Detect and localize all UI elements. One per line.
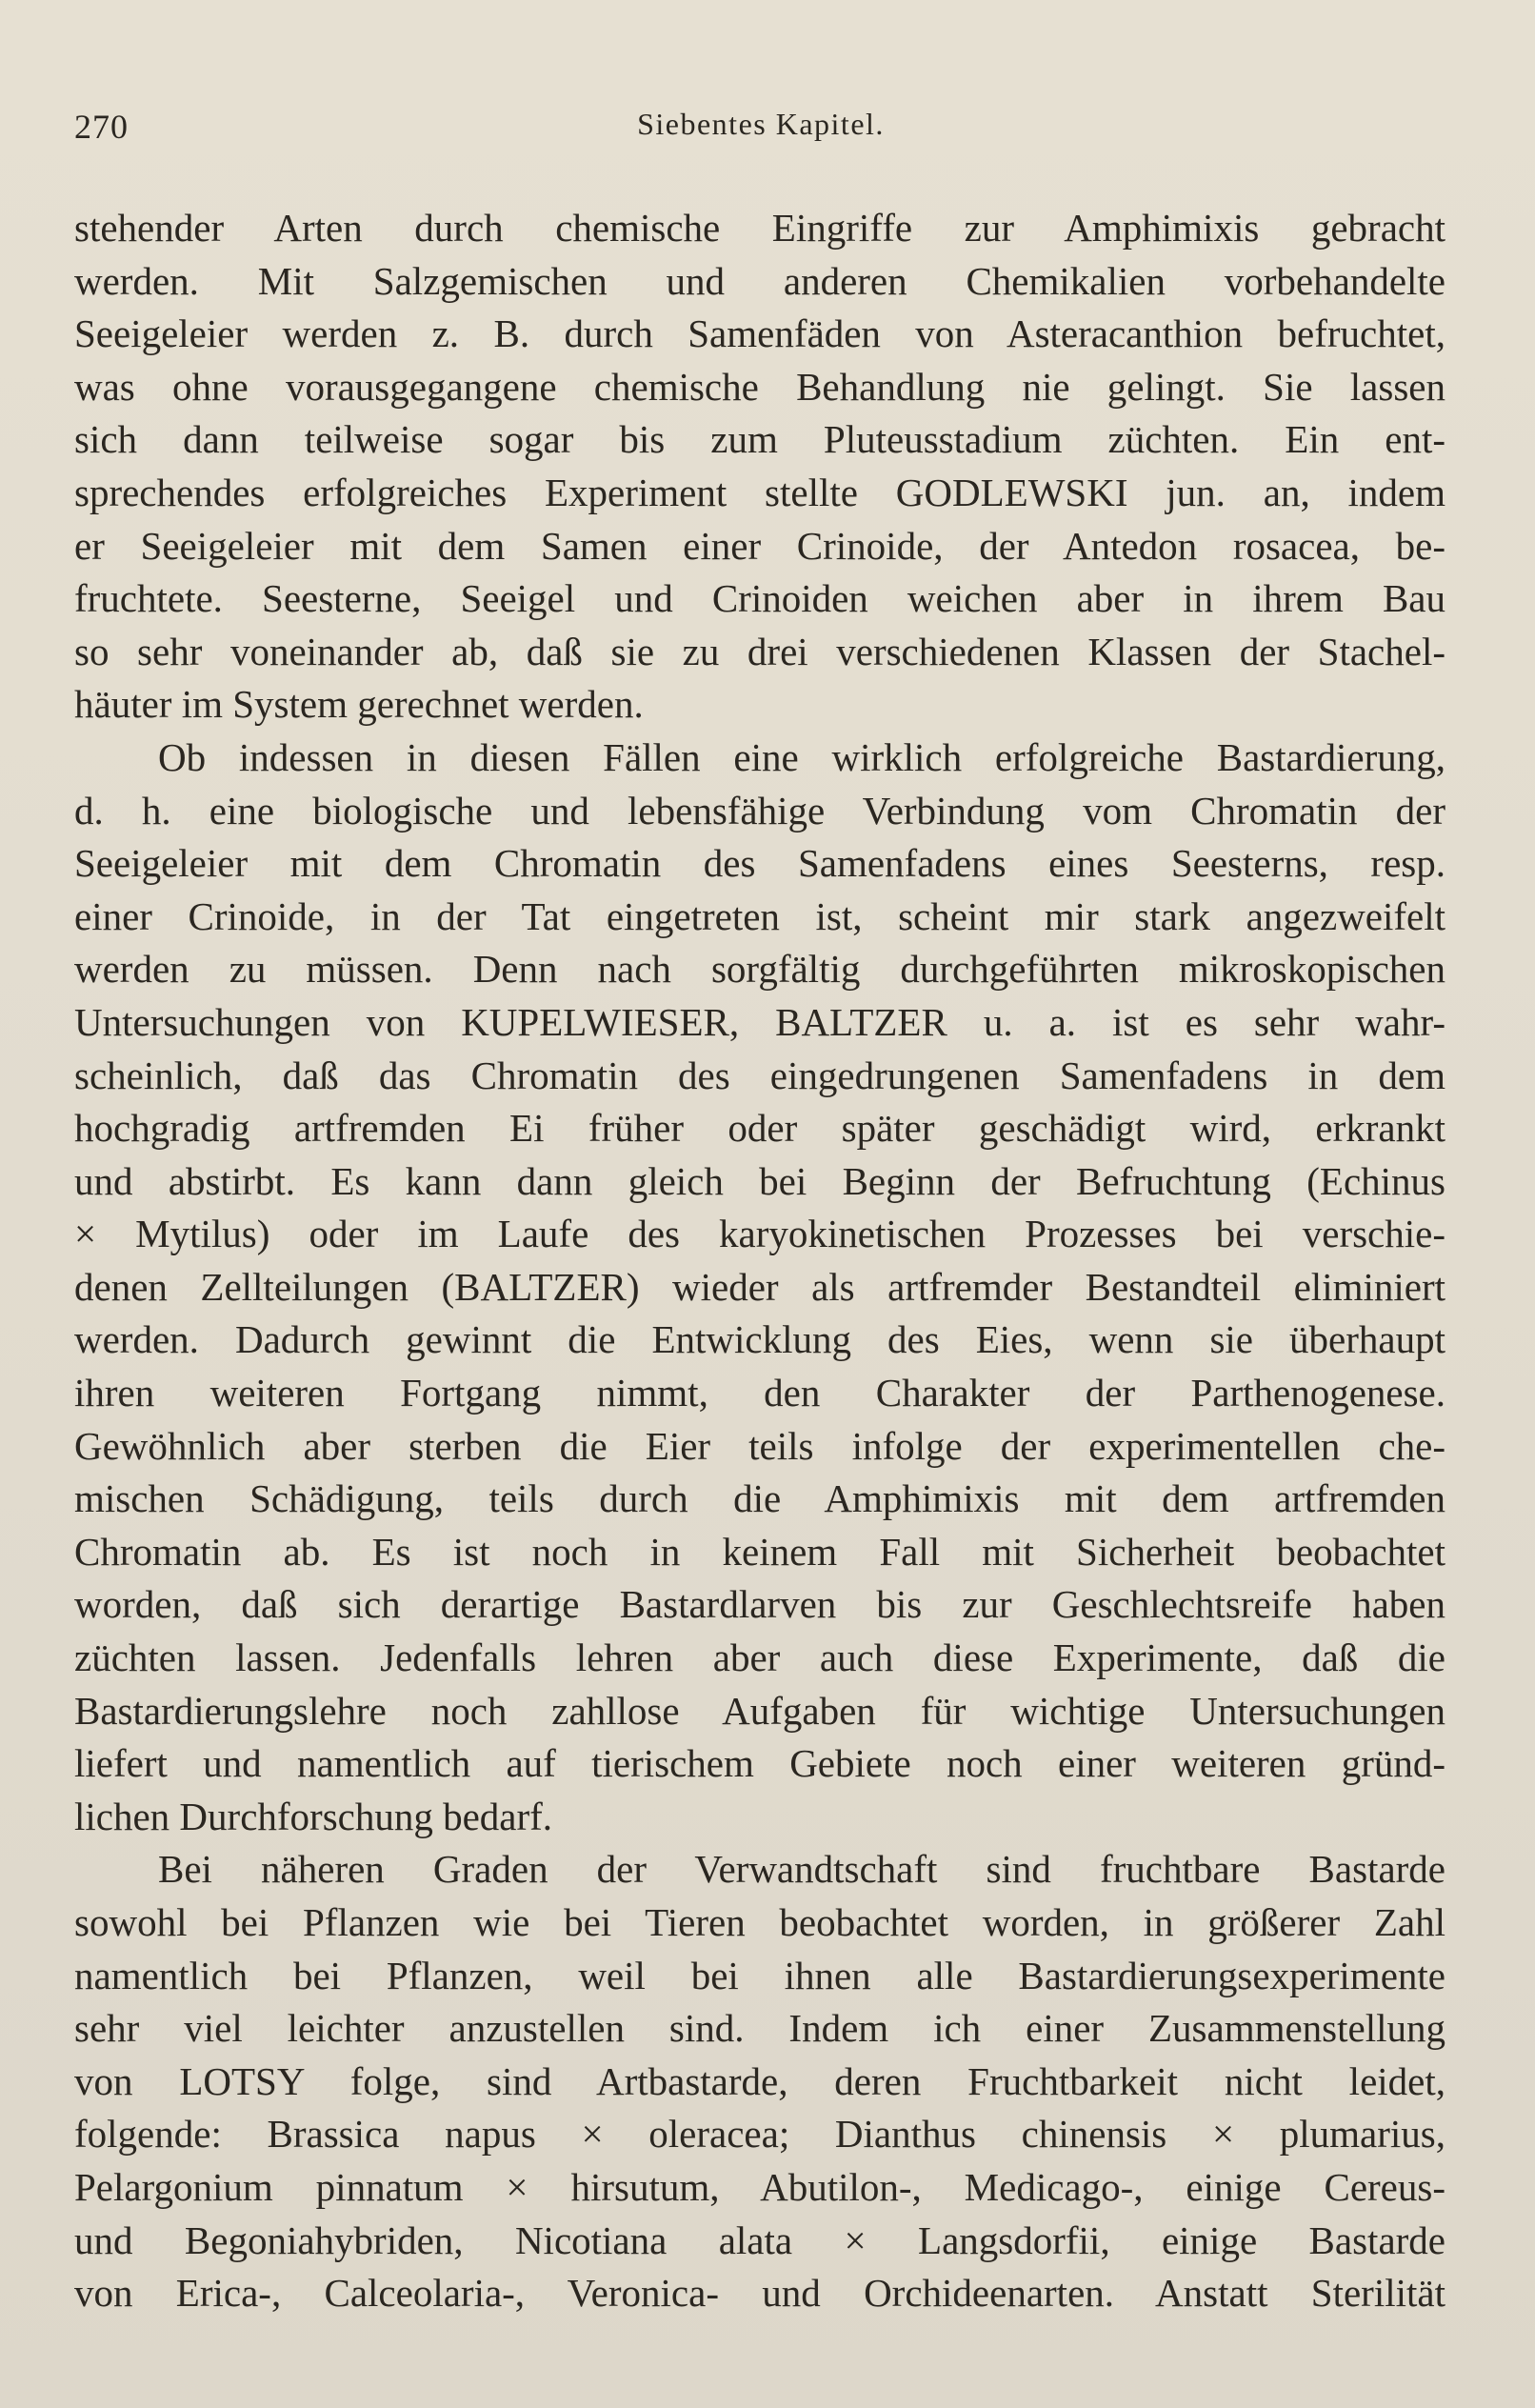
text-line: werden. Dadurch gewinnt die Entwicklung des Eies, wenn sie überhaupt [74, 1317, 1445, 1362]
text-line: hochgradig artfremden Ei früher oder später geschädigt wird, erkrankt [74, 1106, 1445, 1151]
running-title: Siebentes Kapitel. [637, 107, 885, 141]
text-line: lichen Durchforschung bedarf. [74, 1794, 553, 1838]
page-number: 270 [74, 108, 129, 146]
text-line: stehender Arten durch chemische Eingriffe zur Amphimixis gebracht [74, 206, 1445, 250]
text-line: Chromatin ab. Es ist noch in keinem Fall mit Sicherheit beobachtet [74, 1529, 1445, 1574]
text-line: so sehr voneinander ab, daß sie zu drei verschiedenen Klassen der Stachel- [74, 629, 1445, 673]
text-line: Bei näheren Graden der Verwandtschaft sind fruchtbare Bastarde [158, 1847, 1445, 1892]
text-line: Seeigeleier mit dem Chromatin des Samenfadens eines Seesterns, resp. [74, 841, 1445, 886]
text-line: folgende: Brassica napus × oleracea; Dianthus chinensis × plumarius, [74, 2112, 1445, 2157]
text-line: mischen Schädigung, teils durch die Amphimixis mit dem artfremden [74, 1476, 1445, 1521]
body-text [74, 202, 1445, 2320]
text-line: fruchtete. Seesterne, Seeigel und Crinoiden weichen aber in ihrem Bau [74, 576, 1445, 621]
text-line: Seeigeleier werden z. B. durch Samenfäden von Asteracanthion befruchtet, [74, 311, 1445, 356]
text-line: Bastardierungslehre noch zahllose Aufgaben für wichtige Untersuchungen [74, 1688, 1445, 1733]
text-line: Gewöhnlich aber sterben die Eier teils infolge der experimentellen che- [74, 1423, 1445, 1468]
text-line: Pelargonium pinnatum × hirsutum, Abutilon-, Medicago-, einige Cereus- [74, 2164, 1445, 2209]
text-line: er Seeigeleier mit dem Samen einer Crinoide, der Antedon rosacea, be- [74, 523, 1445, 568]
text-line: von Erica-, Calceolaria-, Veronica- und Orchideenarten. Anstatt Sterilität [74, 2271, 1445, 2316]
text-line: denen Zellteilungen (BALTZER) wieder als artfremder Bestandteil eliminiert [74, 1264, 1445, 1309]
page-header [74, 107, 1447, 154]
text-line: sowohl bei Pflanzen wie bei Tieren beobachtet worden, in größerer Zahl [74, 1900, 1445, 1944]
text-line: scheinlich, daß das Chromatin des eingedrungenen Samenfadens in dem [74, 1053, 1445, 1097]
text-line: züchten lassen. Jedenfalls lehren aber auch diese Experimente, daß die [74, 1635, 1445, 1680]
text-line: sich dann teilweise sogar bis zum Pluteusstadium züchten. Ein ent- [74, 417, 1445, 462]
text-line: liefert und namentlich auf tierischem Gebiete noch einer weiteren gründ- [74, 1741, 1445, 1786]
text-line: häuter im System gerechnet werden. [74, 682, 644, 727]
text-line: namentlich bei Pflanzen, weil bei ihnen alle Bastardierungsexperimente [74, 1953, 1445, 1997]
text-line: worden, daß sich derartige Bastardlarven bis zur Geschlechtsreife haben [74, 1582, 1445, 1627]
text-line: von LOTSY folge, sind Artbastarde, deren Fruchtbarkeit nicht leidet, [74, 2058, 1445, 2103]
text-line: einer Crinoide, in der Tat eingetreten ist, scheint mir stark angezweifelt [74, 893, 1445, 938]
text-line: werden zu müssen. Denn nach sorgfältig durchgeführten mikroskopischen [74, 947, 1445, 992]
text-line: ihren weiteren Fortgang nimmt, den Charakter der Parthenogenese. [74, 1371, 1445, 1415]
text-line: d. h. eine biologische und lebensfähige Verbindung vom Chromatin der [74, 788, 1445, 833]
text-line: und abstirbt. Es kann dann gleich bei Beginn der Befruchtung (Echinus [74, 1158, 1445, 1203]
text-line: werden. Mit Salzgemischen und anderen Chemikalien vorbehandelte [74, 258, 1445, 303]
text-line: Untersuchungen von KUPELWIESER, BALTZER u. a. ist es sehr wahr- [74, 999, 1445, 1044]
text-line: × Mytilus) oder im Laufe des karyokinetischen Prozesses bei verschie- [74, 1212, 1445, 1256]
text-line: und Begoniahybriden, Nicotiana alata × Langsdorfii, einige Bastarde [74, 2217, 1445, 2262]
text-line: Ob indessen in diesen Fällen eine wirklich erfolgreiche Bastardierung, [158, 734, 1445, 779]
text-line: was ohne vorausgegangene chemische Behandlung nie gelingt. Sie lassen [74, 364, 1445, 409]
text-line: sehr viel leichter anzustellen sind. Indem ich einer Zusammenstellung [74, 2006, 1445, 2051]
text-line: sprechendes erfolgreiches Experiment stellte GODLEWSKI jun. an, indem [74, 470, 1445, 514]
